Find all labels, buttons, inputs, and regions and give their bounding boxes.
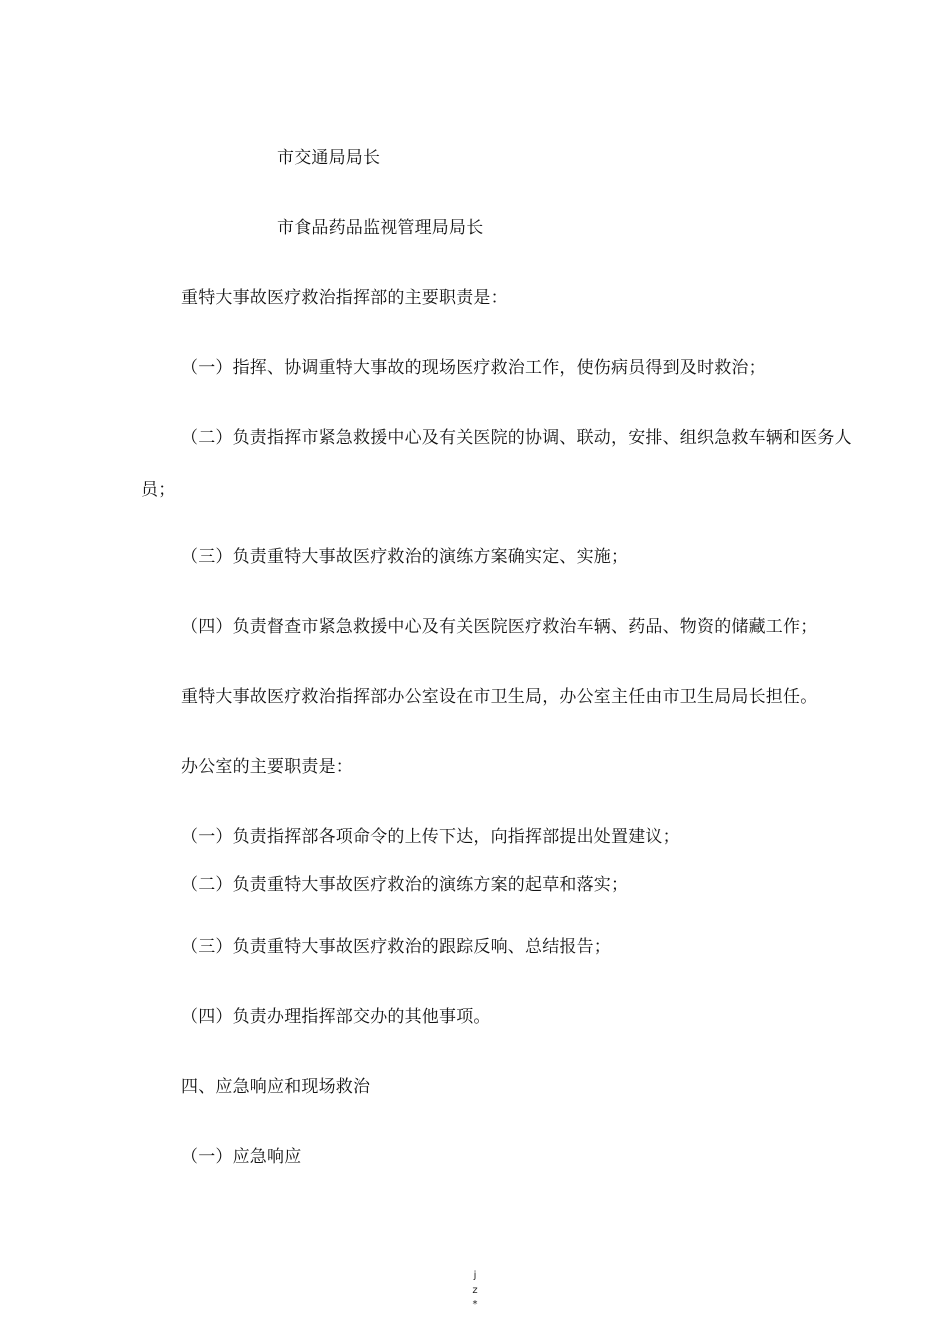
section-heading: 四、应急响应和现场救治	[181, 1077, 371, 1097]
hq-duty-item: （三）负责重特大事故医疗救治的演练方案确实定、实施；	[181, 547, 629, 567]
office-duty-item: （三）负责重特大事故医疗救治的跟踪反响、总结报告；	[181, 937, 611, 957]
hq-duty-item: （一）指挥、协调重特大事故的现场医疗救治工作，使伤病员得到及时救治；	[181, 358, 766, 378]
hq-duty-item: （四）负责督查市紧急救援中心及有关医院医疗救治车辆、药品、物资的储藏工作；	[181, 617, 818, 637]
hq-duty-item-continued: 员；	[141, 480, 176, 500]
office-duty-item: （四）负责办理指挥部交办的其他事项。	[181, 1007, 491, 1027]
office-setup-paragraph: 重特大事故医疗救治指挥部办公室设在市卫生局，办公室主任由市卫生局局长担任。	[181, 687, 818, 707]
footer-mark: z	[472, 1285, 478, 1296]
member-line: 市食品药品监视管理局局长	[277, 218, 484, 238]
footer-mark: *	[472, 1299, 478, 1310]
footer-mark: j	[473, 1270, 477, 1281]
office-duty-item: （二）负责重特大事故医疗救治的演练方案的起草和落实；	[181, 875, 629, 895]
hq-duty-item: （二）负责指挥市紧急救援中心及有关医院的协调、联动，安排、组织急救车辆和医务人	[181, 428, 852, 448]
hq-duties-heading: 重特大事故医疗救治指挥部的主要职责是：	[181, 288, 508, 308]
office-duty-item: （一）负责指挥部各项命令的上传下达，向指挥部提出处置建议；	[181, 827, 680, 847]
subsection-heading: （一）应急响应	[181, 1147, 302, 1167]
office-duties-heading: 办公室的主要职责是：	[181, 757, 353, 777]
member-line: 市交通局局长	[277, 148, 381, 168]
